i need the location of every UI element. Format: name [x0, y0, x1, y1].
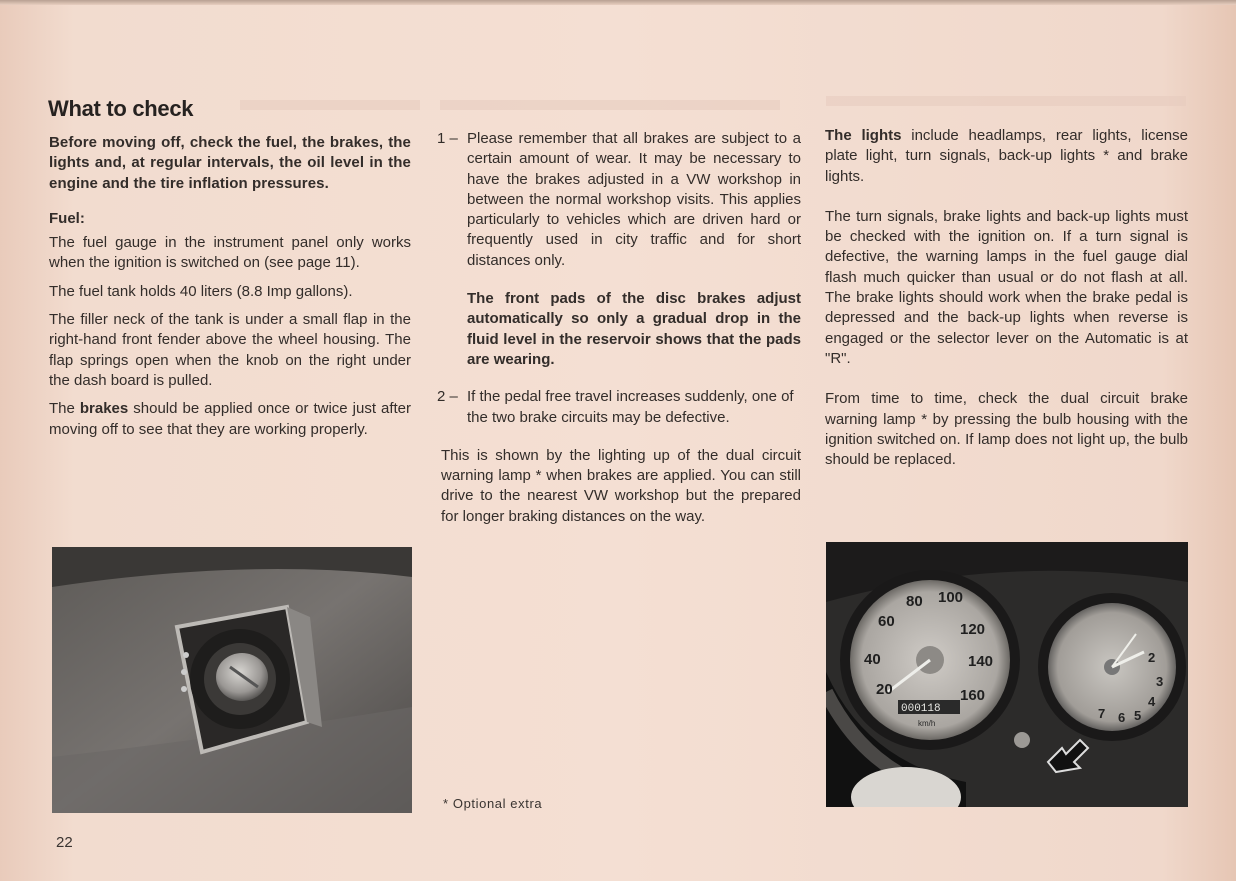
- fuel-subheading: Fuel:: [49, 209, 85, 227]
- intro-paragraph: Before moving off, check the fuel, the brakes, the lights and, at regular intervals, the oil level in the engine and the tire inflation pressures.: [49, 134, 411, 192]
- speedo-tick: 100: [938, 589, 964, 606]
- footnote: * Optional extra: [443, 796, 543, 811]
- bleed-through: [240, 100, 420, 110]
- brakes-paragraph: [49, 399, 411, 440]
- speed-unit-label: km/h: [918, 719, 936, 728]
- item-1-number: 1 –: [437, 130, 458, 147]
- speedo-tick: 80: [906, 593, 923, 610]
- clock-numeral: 7: [1098, 706, 1106, 721]
- page-title: What to check: [48, 96, 194, 121]
- brakes-keyword: brakes: [79, 400, 129, 418]
- column-right: [825, 126, 1188, 470]
- warning-lamp-paragraph: This is shown by the lighting up of the dual circuit warning lamp * when brakes are applied. You can still drive to the nearest VW workshop but the prepared for longer braking distances on the way.: [441, 446, 801, 525]
- lights-keyword: The lights: [825, 127, 902, 144]
- speedo-tick: 40: [864, 651, 881, 668]
- column-middle: [437, 129, 801, 527]
- clock-numeral: 5: [1134, 708, 1142, 723]
- page-number: 22: [56, 834, 73, 851]
- turn-signals-paragraph: The turn signals, brake lights and back-up lights must be checked with the ignition on. If a turn signal is defective, the warning lamps in the fuel gauge dial flash much quicker than usual or do not flash at all. The brake lights should work when the brake pedal is depressed and the back-up lights when reverse is engaged or the selector lever on the Automatic is at "R".: [825, 207, 1188, 367]
- clock-numeral: 2: [1148, 650, 1156, 665]
- fuel-gauge-paragraph: The fuel gauge in the instrument panel only works when the ignition is switched on (see page 11).: [49, 234, 411, 272]
- speedo-tick: 120: [960, 621, 986, 638]
- clock-numeral: 3: [1156, 674, 1164, 689]
- list-item-2: [437, 387, 801, 428]
- lights-paragraph: [825, 126, 1188, 187]
- speedo-tick: 160: [960, 687, 986, 704]
- speedo-tick: 20: [876, 681, 893, 698]
- item-2-text: If the pedal free travel increases suddenly, one of the two brake circuits may be defective.: [467, 388, 794, 426]
- list-item-1: [437, 129, 801, 370]
- dual-circuit-paragraph: From time to time, check the dual circuit brake warning lamp * by pressing the bulb housing with the ignition switched on. If lamp does not light up, the bulb should be replaced.: [825, 390, 1188, 469]
- speedo-tick: 60: [878, 613, 895, 630]
- page-top-edge: [0, 0, 1236, 5]
- filler-neck-paragraph: The filler neck of the tank is under a small flap in the right-hand front fender above the wheel housing. The flap springs open when the knob on the right under the dash board is pulled.: [49, 311, 411, 389]
- brakes-suffix: should be applied once or twice just after moving off to see that they are working properly.: [49, 400, 412, 438]
- clock-numeral: 4: [1148, 694, 1156, 709]
- bleed-through: [440, 100, 780, 110]
- fuel-filler-photo: [52, 547, 412, 813]
- fuel-tank-paragraph: The fuel tank holds 40 liters (8.8 Imp gallons).: [49, 282, 353, 300]
- brakes-prefix: The: [49, 400, 80, 418]
- item-1-text: Please remember that all brakes are subject to a certain amount of wear. It may be necessary to have the brakes adjusted in a VW workshop in between the normal workshop visits. This applies particularly to vehicles which are driven hard or frequently used in city traffic and for short distances only.: [467, 130, 801, 269]
- item-2-number: 2 –: [437, 388, 458, 406]
- lights-text: include headlamps, rear lights, license plate light, turn signals, back-up lights * and brake lights.: [825, 127, 1188, 185]
- odometer-reading: 000118: [901, 703, 941, 715]
- instrument-panel-photo: [826, 542, 1188, 807]
- clock-numeral: 6: [1118, 710, 1126, 725]
- item-1-disc-brakes-text: The front pads of the disc brakes adjust automatically so only a gradual drop in the fluid level in the reservoir shows that the pads are wearing.: [467, 290, 801, 368]
- column-left: [49, 133, 411, 440]
- speedo-tick: 140: [968, 653, 994, 670]
- bleed-through: [826, 96, 1186, 106]
